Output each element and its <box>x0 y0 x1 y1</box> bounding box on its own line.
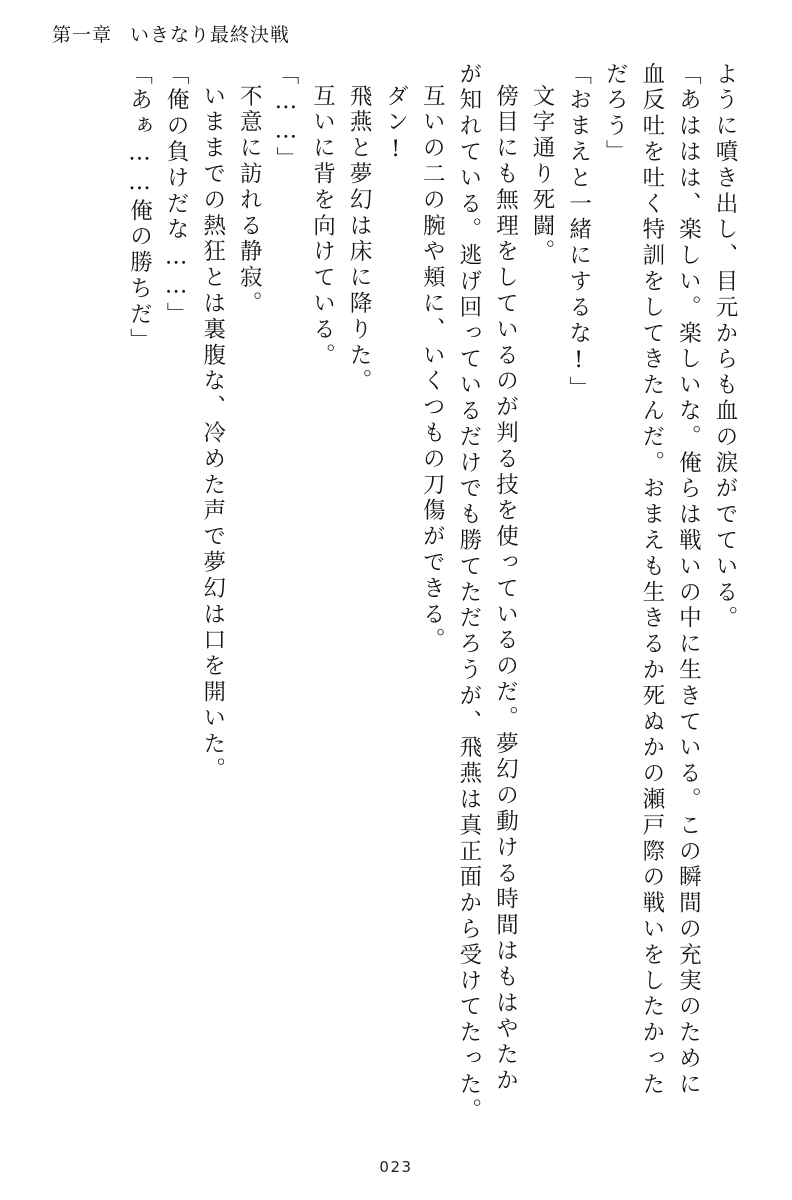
text-line: 互いの二の腕や頬に、いくつもの刀傷ができる。 <box>419 84 446 654</box>
text-line: 「……」 <box>272 62 299 173</box>
chapter-number: 第一章 <box>52 24 113 46</box>
text-line: が知れている。逃げ回っているだけでも勝てただろうが、飛燕は真正面から受けてたった。 <box>455 62 482 1124</box>
text-line: 血反吐を吐く特訓をしてきたんだ。おまえも生きるか死ぬかの瀬戸際の戦いをしたかった <box>638 62 665 1098</box>
text-line: いままでの熱狂とは裏腹な、冷めた声で夢幻は口を開いた。 <box>199 84 226 784</box>
chapter-title: いきなり最終決戦 <box>130 24 291 46</box>
body-text-area <box>56 62 736 1122</box>
text-line: 傍目にも無理をしているのが判る技を使っているのだ。夢幻の動ける時間はもはやたか <box>492 84 519 1095</box>
running-head <box>52 20 290 47</box>
text-line: 飛燕と夢幻は床に降りた。 <box>346 84 373 395</box>
text-line: 不意に訪れる静寂。 <box>236 84 263 318</box>
text-line: ダン! <box>382 84 409 166</box>
text-line: だろう」 <box>602 62 629 166</box>
page-number: 023 <box>379 1158 413 1176</box>
text-line: 「俺の負けだな……」 <box>163 62 190 328</box>
text-line: 文字通り死闘。 <box>529 84 556 266</box>
text-line: 「おまえと一緒にするな!」 <box>565 62 592 403</box>
text-line: 「あははは、楽しい。楽しいな。俺らは戦いの中に生きている。この瞬間の充実のために <box>675 62 702 1098</box>
text-line: 「あぁ……俺の勝ちだ」 <box>126 62 153 354</box>
text-line: ように噴き出し、目元からも血の涙がでている。 <box>712 62 738 632</box>
text-line: 互いに背を向けている。 <box>309 84 336 369</box>
